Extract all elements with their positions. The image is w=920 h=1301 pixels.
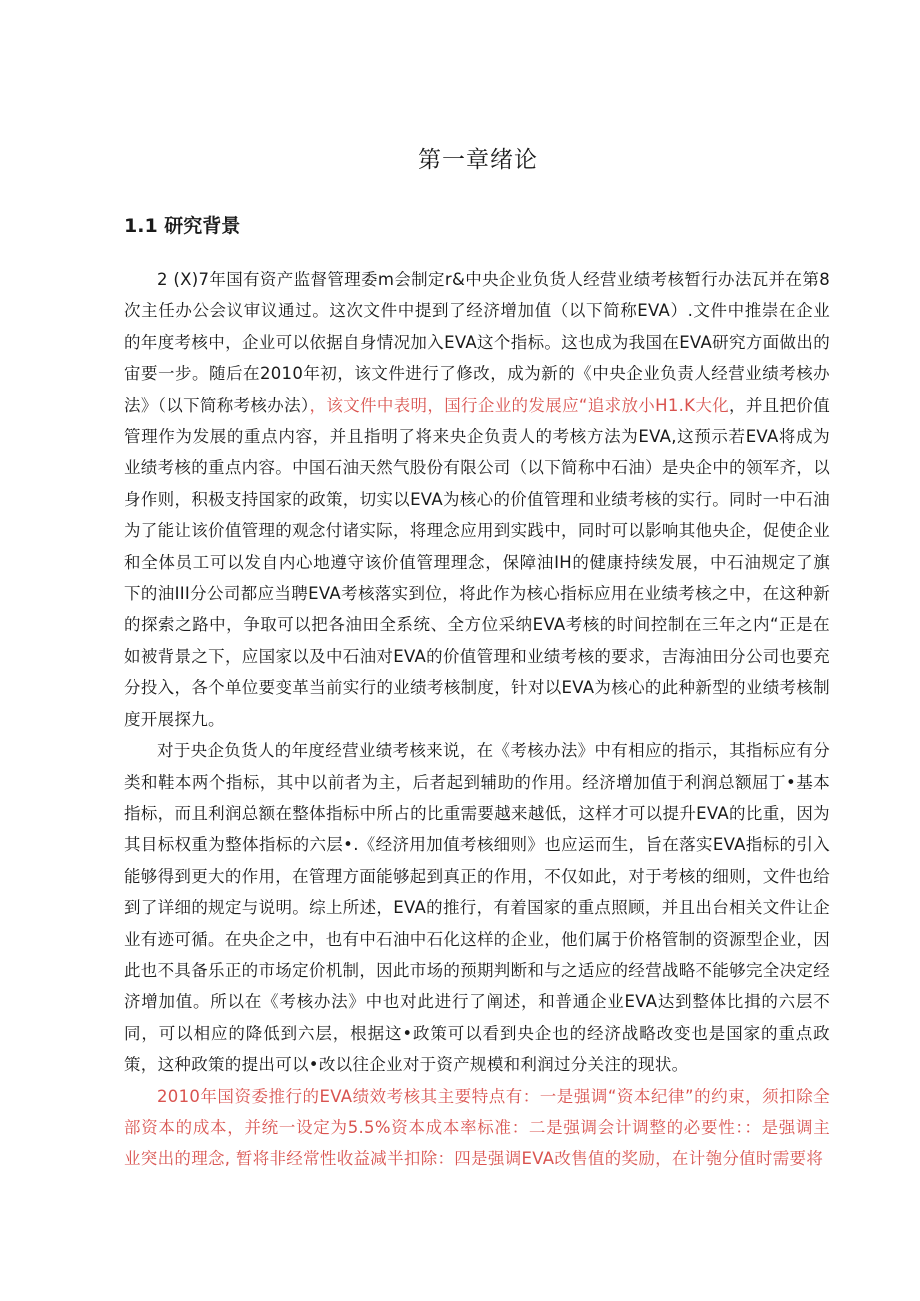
paragraph-1-text-a: 2 (X)7年国有资产监督管理委m会制定r&中央企业负货人经营业绩考核暂行办法瓦并在第8次主任办公会议审议通过。这次文件中提到了经济增加值（以下简称EVA）.文件中推崇在企业的年度考核中，企业可以依据自身情况加入EVA这个指标。这也成为我国在EVA研究方面做出的宙要一步。随后在2010年初，该文件进行了修改，成为新的《中央企业负责人经营业绩考核办法》（以下简称考核办法） <box>124 270 830 415</box>
body-text <box>124 264 830 1175</box>
paragraph-1-text-b: ，并且把价值管理作为发展的重点内容，并且指明了将来央企负责人的考核方法为EVA,这预示若EVA将成为业绩考核的重点内容。中国石油天然气股份有限公司（以下简称中石油）是央企中的领军齐，以身作则，积极支持国家的政策，切实以EVA为核心的价值管理和业绩考核的实行。同时一中石油为了能让该价值管理的观念付诸实际，将理念应用到实践中，同时可以影响其他央企，促使企业和全体员工可以发自内心地遵守该价值管理理念，保障油IH的健康持续发展，中石油规定了旗下的油III分公司都应当聘EVA考核落实到位，将此作为核心指标应用在业绩考核之中，在这种新的探索之路中，争取可以把各油田全系统、全方位采纳EVA考核的时间控制在三年之内“正是在如被背景之下，应国家以及中石油对EVA的价值管理和业绩考核的要求，吉海油田分公司也要充分投入，各个单位要变革当前实行的业绩考核制度，针对以EVA为核心的此种新型的业绩考核制度开展探九。 <box>124 395 830 729</box>
paragraph-1 <box>124 264 830 735</box>
paragraph-2: 对于央企负货人的年度经营业绩考核来说，在《考核办法》中有相应的指示，其指标应有分类和鞋本两个指标，其中以前者为主，后者起到辅助的作用。经济增加值于利润总额屈丁•基本指标，而且利润总额在整体指标中所占的比重需要越来越低，这样才可以提升EVA的比重，因为其目标权重为整体指标的六层•.《经济用加值考核细则》也应运而生，旨在落实EVA指标的引入能够得到更大的作用，在管理方面能够起到真正的作用，不仅如此，对于考核的细则，文件也给到了详细的规定与说明。综上所述，EVA的推行，有着国家的重点照顾，并且出台相关文件让企业有迹可循。在央企之中，也有中石油中石化这样的企业，他们属于价格管制的资源型企业，因此也不具备乐正的市场定价机制，因此市场的预期判断和与之适应的经营战略不能够完全决定经济增加值。所以在《考核办法》中也对此进行了阐述，和普通企业EVA达到整体比揖的六层不同，可以相应的降低到六层，根据这•政策可以看到央企也的经济战略改变也是国家的重点政策，这种政策的提出可以•改以往企业对于资产规模和利润过分关注的现状。 <box>124 741 830 1075</box>
section-title: 1.1 研究背景 <box>124 215 241 237</box>
paragraph-3-red: 2010年国资委推行的EVA绩效考核其主要特点有：一是强调“资本纪律”的约束，须扣除全部资本的成本，并统一设定为5.5%资本成本率标准：二是强调会计调整的必要性：：是强调主业突出的理念, 暂将非经常性收益减半扣除：四是强调EVA改售值的奖励，在计匏分值时需要将 <box>124 1086 830 1169</box>
paragraph-1-red-highlight: ，该文件中表明，国行企业的发展应“追求放小H1.K大化 <box>309 395 729 415</box>
chapter-title: 第一章绪论 <box>418 147 538 173</box>
